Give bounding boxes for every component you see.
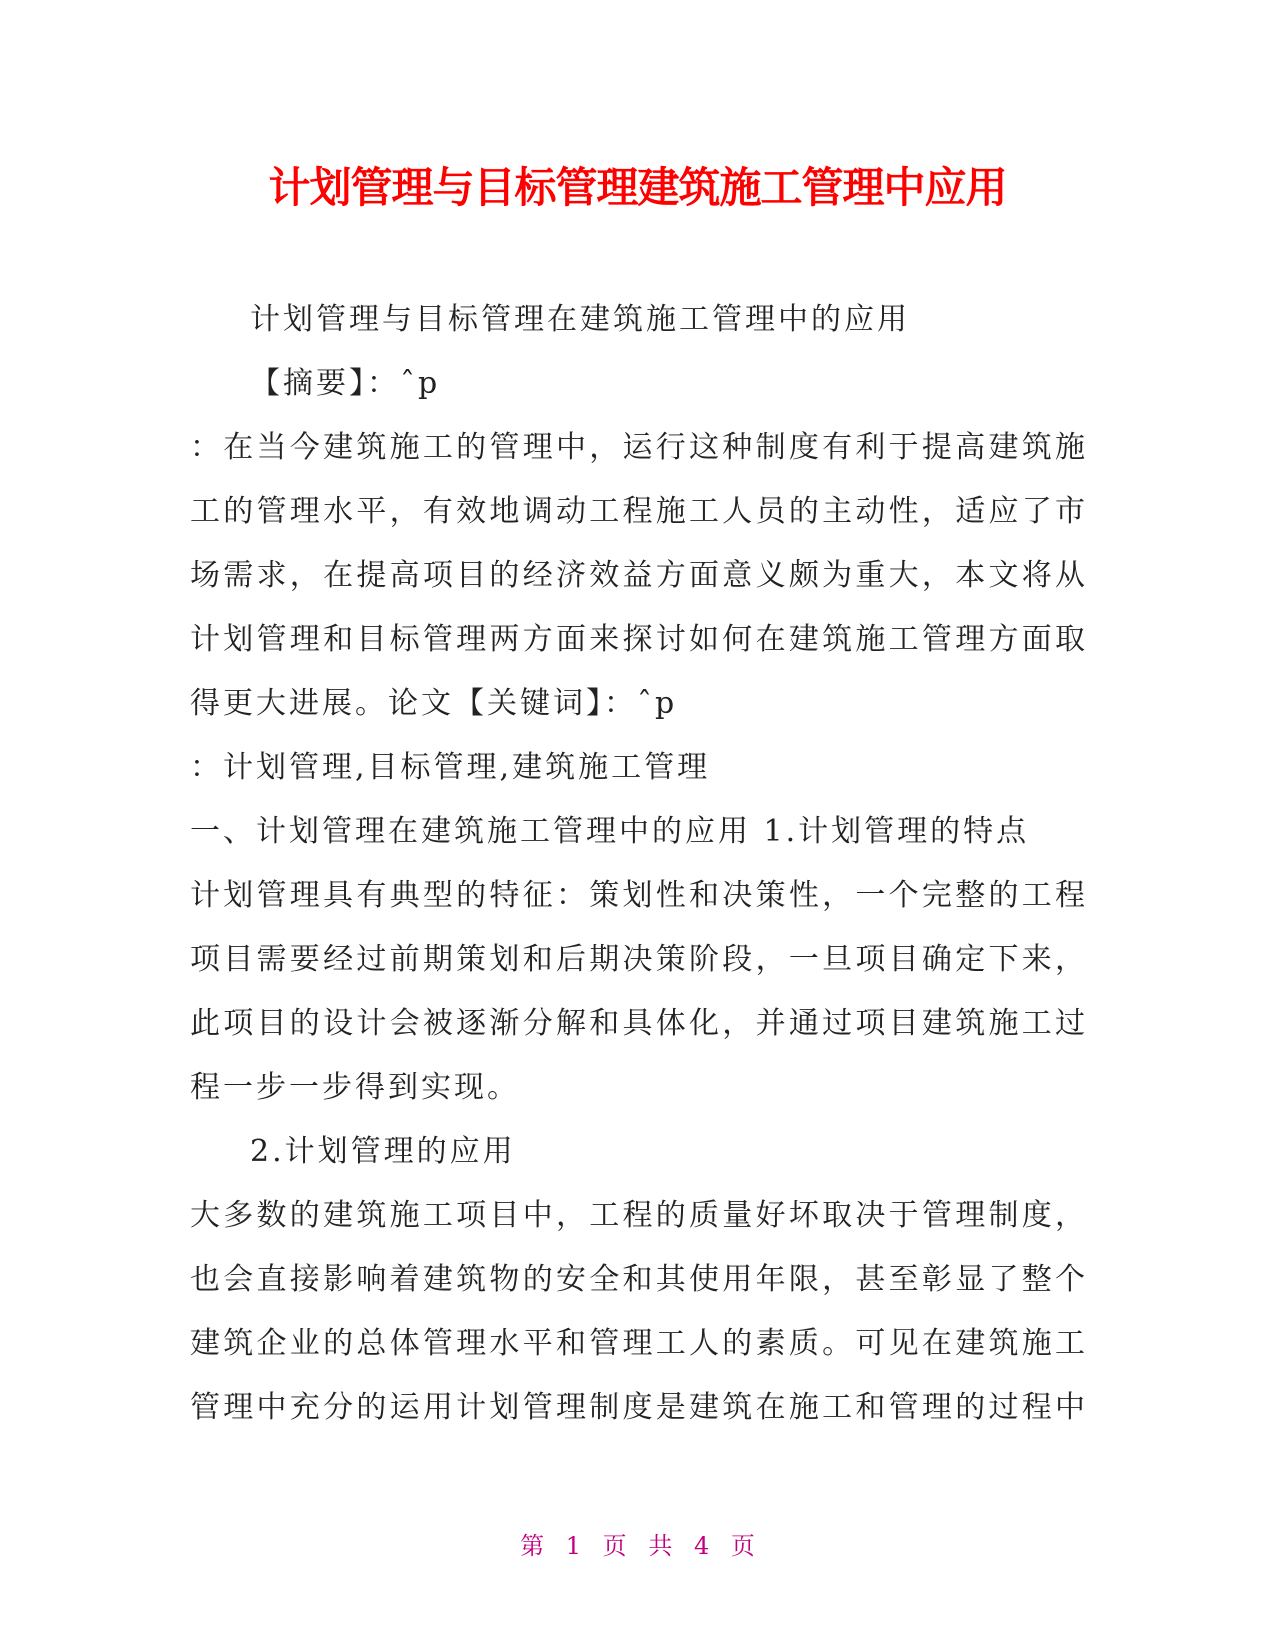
footer-prefix: 第 <box>520 1532 545 1560</box>
footer-total-pages: 4 <box>693 1532 710 1560</box>
text-line: ：在当今建筑施工的管理中，运行这种制度有利于提高建筑施 <box>190 430 1085 465</box>
section-heading: 一、计划管理在建筑施工管理中的应用 1.计划管理的特点 <box>190 814 1030 849</box>
text-line: 管理中充分的运用计划管理制度是建筑在施工和管理的过程中 <box>190 1390 1085 1425</box>
footer-total-word: 共 <box>648 1532 673 1560</box>
paragraph-subtitle: 计划管理与目标管理在建筑施工管理中的应用 <box>250 302 910 337</box>
footer-page-word: 页 <box>602 1532 627 1560</box>
document-title: 计划管理与目标管理建筑施工管理中应用 <box>268 163 1007 212</box>
text-line: 程一步一步得到实现。 <box>190 1070 520 1105</box>
text-line: 计划管理具有典型的特征：策划性和决策性，一个完整的工程 <box>190 878 1085 913</box>
footer-current-page: 1 <box>565 1532 582 1560</box>
text-line: 工的管理水平，有效地调动工程施工人员的主动性，适应了市 <box>190 494 1085 529</box>
text-line: 计划管理和目标管理两方面来探讨如何在建筑施工管理方面取 <box>190 622 1085 657</box>
keywords-line: ：计划管理,目标管理,建筑施工管理 <box>190 750 711 785</box>
text-line: 场需求，在提高项目的经济效益方面意义颇为重大，本文将从 <box>190 558 1085 593</box>
keywords-label-line: 得更大进展。论文【关键词】：ˆp <box>190 686 678 721</box>
text-line: 也会直接影响着建筑物的安全和其使用年限，甚至彰显了整个 <box>190 1262 1085 1297</box>
text-line: 大多数的建筑施工项目中，工程的质量好坏取决于管理制度， <box>190 1198 1085 1233</box>
text-line: 项目需要经过前期策划和后期决策阶段，一旦项目确定下来， <box>190 942 1085 977</box>
document-body <box>190 288 1085 1440</box>
text-line: 此项目的设计会被逐渐分解和具体化，并通过项目建筑施工过 <box>190 1006 1085 1041</box>
page-footer <box>0 1528 1275 1564</box>
subsection-heading: 2.计划管理的应用 <box>250 1134 516 1169</box>
text-line: 建筑企业的总体管理水平和管理工人的素质。可见在建筑施工 <box>190 1326 1085 1361</box>
abstract-label: 【摘要】：ˆp <box>250 366 441 401</box>
footer-suffix: 页 <box>730 1532 755 1560</box>
